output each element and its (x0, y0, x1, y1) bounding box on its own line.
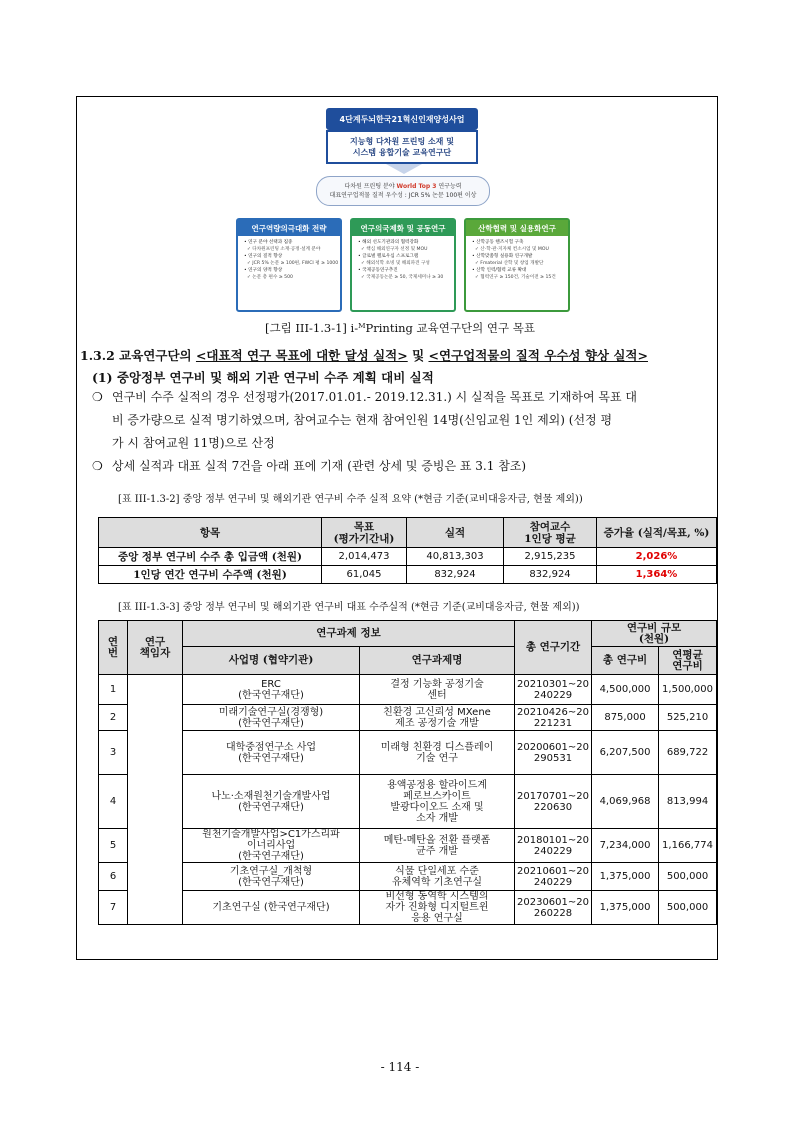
table1-cell: 832,924 (504, 566, 597, 584)
table2-cell-no: 4 (99, 775, 128, 829)
table2-cell-program: 대학중점연구소 사업 (한국연구재단) (183, 731, 360, 775)
bullet-icon: ❍ (92, 459, 103, 473)
diagram-goal-line1: 다차원 프린팅 분야 World Top 3 연구능력 (344, 183, 462, 190)
table2-cell-program: 기초연구실_개척형 (한국연구재단) (183, 863, 360, 891)
table-row (99, 775, 717, 829)
table2-cell-no: 7 (99, 891, 128, 925)
diagram-list-item: • 산학 인력/협력 교류 확대 (472, 268, 527, 273)
table2-cell-title: 용액공정용 할라이드계 페로브스카이트 발광다이오드 소재 및 소자 개발 (360, 775, 515, 829)
table2-cell-period: 20210426~20 221231 (515, 705, 592, 731)
table1-header: 항목 (99, 518, 322, 548)
section-heading-underlined-1: <대표적 연구 목표에 대한 달성 실적> (195, 348, 408, 363)
table2-header: 연구과제 정보 (183, 621, 515, 647)
table2-cell-total: 4,069,968 (592, 775, 659, 829)
diagram-list-item: • 연구 분야 선택과 집중 (244, 240, 293, 245)
diagram-list-item: • 연구의 양적 향상 (244, 268, 283, 273)
table-row (99, 731, 717, 775)
figure-caption: [그림 III-1.3-1] i-ᴹPrinting 교육연구단의 연구 목표 (265, 321, 535, 335)
table2-cell-annual: 813,994 (659, 775, 717, 829)
diagram-box-list (238, 239, 340, 281)
section-heading-underlined-2: <연구업적물의 질적 우수성 향상 실적> (428, 348, 648, 363)
table2-cell-no: 5 (99, 829, 128, 863)
diagram-list-item: ✓ JCR 5% 논문 ≥ 100편, FWCI 평 ≥ 1000 (247, 261, 339, 266)
table2-cell-total: 7,234,000 (592, 829, 659, 863)
table1-row-label: 1인당 연간 연구비 수주액 (천원) (99, 566, 322, 584)
table1-header: 참여교수 1인당 평균 (504, 518, 597, 548)
diagram-arrow (386, 164, 422, 174)
table1-header: 목표 (평가기간내) (322, 518, 407, 548)
diagram-list-item: ✓ 국제공동논문 ≥ 50, 국제세미나 ≥ 30 (361, 275, 444, 280)
table2-cell-period: 20180101~20 240229 (515, 829, 592, 863)
research-goal-diagram (236, 104, 570, 316)
table2-cell-total: 875,000 (592, 705, 659, 731)
diagram-program-title: 4단계두뇌한국21혁신인재양성사업 (326, 108, 478, 130)
table1-cell: 2,014,473 (322, 548, 407, 566)
table-row (99, 891, 717, 925)
section-heading: 1.3.2 교육연구단의 <대표적 연구 목표에 대한 달성 실적> 및 <연구업적물의 질적 우수성 향상 실적> (80, 348, 648, 363)
table2-caption: [표 III-1.3-3] 중앙 정부 연구비 및 해외기관 연구비 대표 수주실적 (*현금 기준(교비대응자금, 현물 제외)) (118, 602, 580, 613)
funding-summary-table (98, 517, 717, 584)
table2-cell-program: 미래기술연구실(경쟁형) (한국연구재단) (183, 705, 360, 731)
table2-cell-total: 6,207,500 (592, 731, 659, 775)
diagram-list-item: • 해외 선도기관과의 협력강화 (358, 240, 419, 245)
table2-cell-program: 나노·소재원천기술개발사업 (한국연구재단) (183, 775, 360, 829)
table2-cell-pi (128, 675, 183, 925)
diagram-box-research-capacity (236, 218, 342, 312)
diagram-list-item: • 연구의 질적 향상 (244, 254, 283, 259)
table2-cell-program: 기초연구실 (한국연구재단) (183, 891, 360, 925)
table2-cell-title: 미래형 친환경 디스플레이 기술 연구 (360, 731, 515, 775)
table1-cell: 2,915,235 (504, 548, 597, 566)
diagram-group-title-line2: 시스템 융합기술 교육연구단 (352, 148, 452, 157)
table1-header: 실적 (407, 518, 504, 548)
subsection-heading: (1) 중앙정부 연구비 및 해외 기관 연구비 수주 계획 대비 실적 (92, 370, 434, 385)
table2-cell-period: 20170701~20 220630 (515, 775, 592, 829)
diagram-group-title-line1: 지능형 다차원 프린팅 소재 및 (350, 137, 454, 146)
diagram-group-title (326, 130, 478, 164)
table2-header: 사업명 (협약기관) (183, 647, 360, 675)
table2-cell-annual: 500,000 (659, 891, 717, 925)
table1-cell: 1,364% (597, 566, 717, 584)
table2-cell-total: 1,375,000 (592, 863, 659, 891)
diagram-list-item: • 산학맞춤형 실용화 연구개발 (472, 254, 533, 259)
diagram-box-title: 연구의국제화 및 공동연구 (352, 220, 454, 236)
table2-cell-title: 메탄-메탄올 전환 플랫폼 균주 개발 (360, 829, 515, 863)
diagram-list-item: ✓ 논문 총 편수 ≥ 500 (247, 275, 293, 280)
table1-cell: 2,026% (597, 548, 717, 566)
diagram-box-list (352, 239, 454, 281)
table2-cell-no: 2 (99, 705, 128, 731)
table2-cell-program: 원천기술개발사업>C1가스리파 이너리사업 (한국연구재단) (183, 829, 360, 863)
bullet-icon: ❍ (92, 390, 103, 404)
table2-cell-no: 6 (99, 863, 128, 891)
diagram-list-item: ✓ 산·학·관·지자체 컨소시엄 및 MOU (475, 247, 549, 252)
table2-header: 연구과제명 (360, 647, 515, 675)
table2-cell-title: 결정 기능화 공정기술 센터 (360, 675, 515, 705)
diagram-list-item: • 글로벌 펠로우십 스프로그램 (358, 254, 419, 259)
table2-header: 연평균 연구비 (659, 647, 717, 675)
diagram-list-item: ✓ 해외석학 초빙 및 해외파견 구성 (361, 261, 430, 266)
table1-header: 증가율 (실적/목표, %) (597, 518, 717, 548)
table2-cell-program: ERC (한국연구재단) (183, 675, 360, 705)
table-row (99, 705, 717, 731)
table2-cell-title: 비선형 동역학 시스템의 자가 진화형 디지털트윈 응용 연구실 (360, 891, 515, 925)
table2-cell-period: 20200601~20 290531 (515, 731, 592, 775)
diagram-box-title: 산학협력 및 실용화연구 (466, 220, 568, 236)
diagram-list-item: ✓ 핵심 해외연구자 선정 및 MOU (361, 247, 428, 252)
diagram-box-internationalization (350, 218, 456, 312)
diagram-list-item: ✓ 협력연구 ≥ 150건, 기술이전 ≥ 15건 (475, 275, 556, 280)
diagram-goal-highlight: World Top 3 (396, 183, 437, 190)
table1-cell: 832,924 (407, 566, 504, 584)
table2-cell-period: 20210301~20 240229 (515, 675, 592, 705)
table2-cell-period: 20210601~20 240229 (515, 863, 592, 891)
table2-header: 연 번 (99, 621, 128, 675)
diagram-list-item: ✓ Fmaterial 산학 및 창업 개발단 (475, 261, 544, 266)
table2-cell-annual: 1,500,000 (659, 675, 717, 705)
table2-cell-annual: 500,000 (659, 863, 717, 891)
table2-header: 총 연구기간 (515, 621, 592, 675)
diagram-list-item: ✓ 다차원프린팅 소재·공정·설계 분야 (247, 247, 321, 252)
table2-cell-annual: 525,210 (659, 705, 717, 731)
diagram-list-item: • 국제공동연구추진 (358, 268, 398, 273)
paragraph-2: ❍ 상세 실적과 대표 실적 7건을 아래 표에 기재 (관련 상세 및 증빙은 표 3.1 참조) (92, 455, 714, 478)
diagram-list-item: • 산학공동 핸즈시험 구축 (472, 240, 524, 245)
table2-header: 총 연구비 (592, 647, 659, 675)
table2-header: 연구비 규모 (천원) (592, 621, 717, 647)
table-row (99, 829, 717, 863)
table2-cell-title: 식물 단일세포 수준 유체역학 기초연구실 (360, 863, 515, 891)
table2-cell-period: 20230601~20 260228 (515, 891, 592, 925)
diagram-box-industry-cooperation (464, 218, 570, 312)
table-row (99, 548, 717, 566)
table2-cell-no: 1 (99, 675, 128, 705)
table1-row-label: 중앙 정부 연구비 수주 총 입금액 (천원) (99, 548, 322, 566)
table2-cell-no: 3 (99, 731, 128, 775)
table2-cell-annual: 689,722 (659, 731, 717, 775)
diagram-goal (316, 176, 490, 206)
table-row (99, 566, 717, 584)
table1-cell: 61,045 (322, 566, 407, 584)
table2-cell-total: 4,500,000 (592, 675, 659, 705)
table2-header: 연구 책임자 (128, 621, 183, 675)
diagram-goal-line2: 대표연구업적물 질적 우수성 : JCR 5% 논문 100편 이상 (329, 192, 477, 199)
table-row (99, 863, 717, 891)
table2-cell-total: 1,375,000 (592, 891, 659, 925)
page-number: - 114 - (380, 1060, 420, 1074)
table1-cell: 40,813,303 (407, 548, 504, 566)
table1-caption: [표 III-1.3-2] 중앙 정부 연구비 및 해외기관 연구비 수주 실적 요약 (*현금 기준(교비대응자금, 현물 제외)) (118, 494, 583, 505)
diagram-box-list (466, 239, 568, 281)
paragraph-1: ❍ 연구비 수주 실적의 경우 선정평가(2017.01.01.- 2019.12.31.) 시 실적을 목표로 기재하여 목표 대 비 증가량으로 실적 명기하였으며, 참여교수는 현재 참여인원 14명(신임교원 1인 제외) (선정 평 가 시 참여교원 11명)으로 산정 (92, 386, 714, 455)
table2-cell-annual: 1,166,774 (659, 829, 717, 863)
diagram-box-title: 연구역량의극대화 전략 (238, 220, 340, 236)
funding-detail-table (98, 620, 717, 925)
table2-cell-title: 친환경 고신뢰성 MXene 제조 공정기술 개발 (360, 705, 515, 731)
table-row (99, 675, 717, 705)
